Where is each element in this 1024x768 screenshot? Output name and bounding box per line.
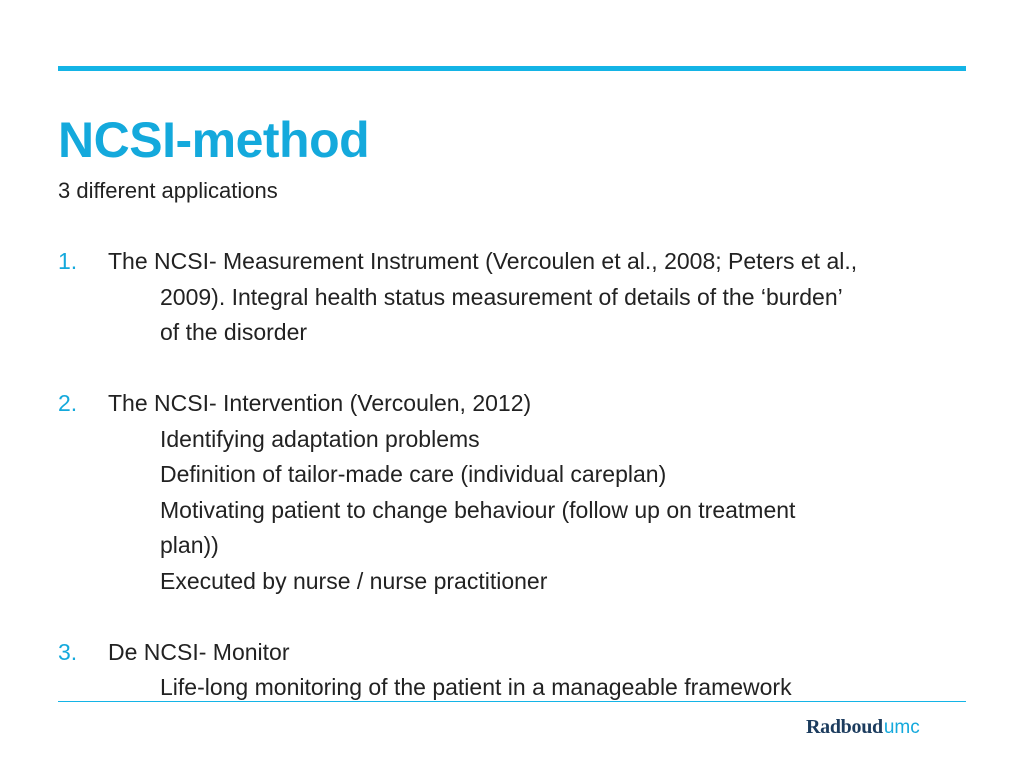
list-item-line: Executed by nurse / nurse practitioner <box>160 568 548 594</box>
bottom-divider <box>58 701 966 702</box>
list-item-line: 2009). Integral health status measurement of details of the ‘burden’ <box>160 284 843 310</box>
list-item-number: 1. <box>58 248 78 274</box>
list-item-line: Definition of tailor-made care (individual careplan) <box>160 461 667 487</box>
slide-title: NCSI-method <box>58 112 370 168</box>
list-item-line: Identifying adaptation problems <box>160 426 480 452</box>
logo-text-main: Radboud <box>806 716 883 738</box>
list-item-line: The NCSI- Measurement Instrument (Vercoulen et al., 2008; Peters et al., <box>108 248 858 274</box>
list-item-line: of the disorder <box>160 319 308 345</box>
list-item-line: Motivating patient to change behaviour (follow up on treatment <box>160 497 796 523</box>
radboudumc-logo <box>806 712 920 742</box>
list-item-line: The NCSI- Intervention (Vercoulen, 2012) <box>108 390 532 416</box>
list-item-line: Life-long monitoring of the patient in a manageable framework <box>160 674 792 700</box>
list-item-number: 3. <box>58 639 78 665</box>
list-item-number: 2. <box>58 390 78 416</box>
list-item-line: De NCSI- Monitor <box>108 639 290 665</box>
list-item-line: plan)) <box>160 532 219 558</box>
slide-subtitle: 3 different applications <box>58 178 278 203</box>
top-divider <box>58 66 966 71</box>
logo-text-suffix: umc <box>883 717 920 738</box>
